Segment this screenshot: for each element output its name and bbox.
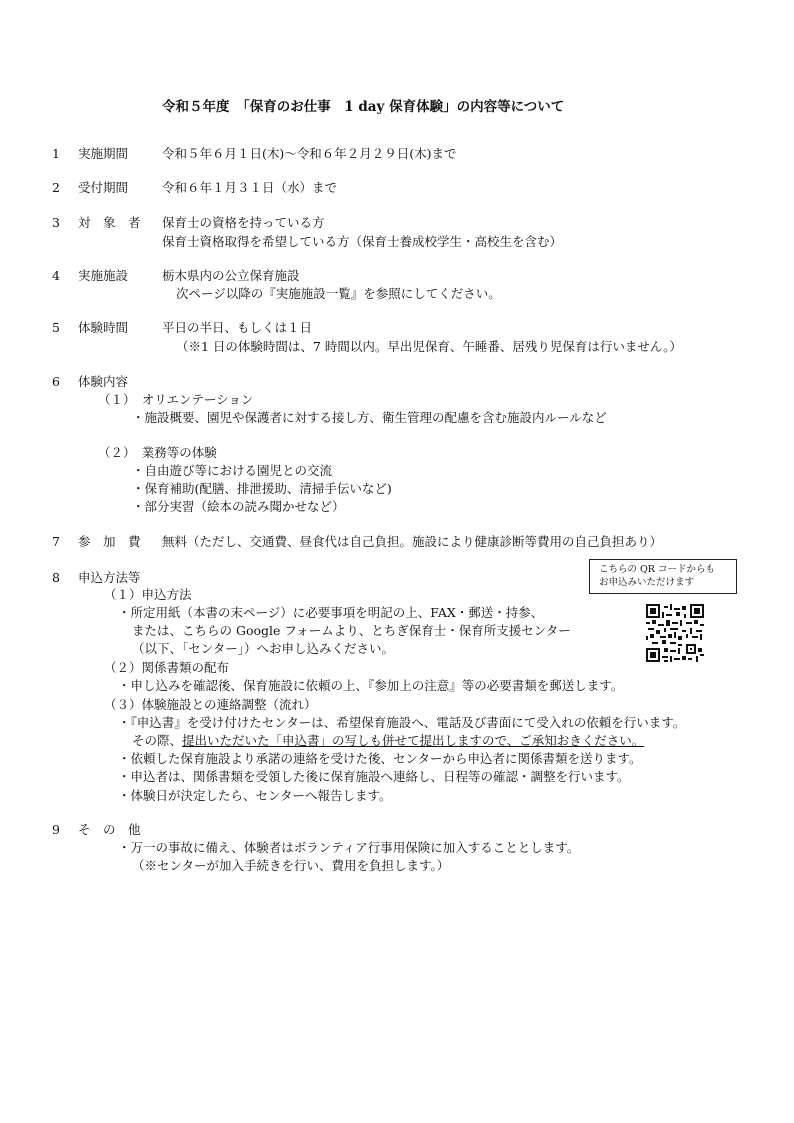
page-title: 令和５年度 「保育のお仕事 1 day 保育体験」の内容等について	[162, 99, 565, 115]
section-8-number: 8	[52, 570, 60, 585]
section-7-number: 7	[52, 534, 60, 549]
section-5-label: 体験時間	[78, 320, 129, 335]
section-8-sub3-line4: ・申込者は、関係書類を受領した後に保育施設へ連絡し、日程等の確認・調整を行います。	[118, 769, 630, 784]
section-6-label: 体験内容	[78, 374, 129, 389]
section-9-line1: ・万一の事故に備え、体験者はボランティア行事用保険に加入することとします。	[118, 840, 580, 855]
section-5-line1: 平日の半日、もしくは１日	[162, 320, 313, 335]
qr-note-line1: こちらの QR コードからも	[599, 564, 715, 575]
section-6-sub1: （１） オリエンテーション	[98, 392, 254, 407]
section-7-text: 無料（ただし、交通費、昼食代は自己負担。施設により健康診断等費用の自己負担あり）	[162, 534, 663, 549]
section-1-number: 1	[52, 146, 60, 161]
section-6-number: 6	[52, 374, 60, 389]
section-5-number: 5	[52, 320, 60, 335]
section-6-sub2: （２） 業務等の体験	[98, 445, 217, 460]
section-8-label: 申込方法等	[78, 570, 141, 585]
qr-note-box	[589, 559, 737, 594]
qr-note-line2: お申込みいただけます	[599, 577, 695, 588]
qr-code[interactable]	[646, 604, 704, 662]
section-2-number: 2	[52, 180, 60, 195]
section-2-text: 令和６年１月３１日（水）まで	[162, 180, 338, 195]
section-6-sub2-bullet3: ・部分実習（絵本の読み聞かせなど）	[132, 499, 345, 514]
section-9-label: そ の 他	[78, 822, 141, 837]
section-6-sub2-bullet1: ・自由遊び等における園児との交流	[132, 463, 333, 478]
section-6-sub1-bullet: ・施設概要、園児や保護者に対する接し方、衛生管理の配慮を含む施設内ルールなど	[132, 410, 607, 425]
section-7-label: 参 加 費	[78, 534, 141, 549]
section-1-text: 令和５年６月１日(木)～令和６年２月２９日(木)まで	[162, 146, 457, 161]
section-8-sub3-line3: ・依頼した保育施設より承諾の連絡を受けた後、センターから申込者に関係書類を送ります。	[118, 751, 642, 766]
section-8-sub1-line3: （以下、「センター」）へお申し込みください。	[132, 641, 395, 656]
section-8-sub3-line1: ・『申込書』を受け付けたセンターは、希望保育施設へ、電話及び書面にて受入れの依頼を行います。	[118, 715, 686, 730]
section-8-sub3-line2-underlined: 提出いただいた「申込書」の写しも併せて提出しますので、ご承知おきください。	[182, 733, 645, 748]
section-4-line2: 次ページ以降の『実施施設一覧』を参照にしてください。	[176, 286, 501, 301]
section-8-sub2-line1: ・申し込みを確認後、保育施設に依頼の上、『参加上の注意』等の必要書類を郵送します。	[118, 678, 624, 693]
section-8-sub1-line2: または、こちらの Google フォームより、とちぎ保育士・保育所支援センター	[132, 623, 571, 638]
section-8-sub3-line5: ・体験日が決定したら、センターへ報告します。	[118, 788, 392, 803]
section-2-label: 受付期間	[78, 180, 129, 195]
section-9-line2: （※センターが加入手続きを行い、費用を負担します。）	[132, 858, 450, 873]
section-8-sub1: （１）申込方法	[104, 587, 192, 602]
section-5-line2: （※1 日の体験時間は、7 時間以内。早出児保育、午睡番、居残り児保育は行いません。）	[176, 339, 682, 354]
section-9-number: 9	[52, 822, 60, 837]
section-3-line2: 保育士資格取得を希望している方（保育士養成校学生・高校生を含む）	[162, 234, 563, 249]
section-8-sub3-line2	[132, 733, 644, 749]
section-8-sub3-line2-prefix: その際、	[132, 733, 183, 748]
section-8-sub2: （２）関係書類の配布	[104, 660, 230, 675]
section-3-line1: 保育士の資格を持っている方	[162, 215, 325, 230]
section-4-number: 4	[52, 268, 60, 283]
section-3-number: 3	[52, 215, 60, 230]
section-6-sub2-bullet2: ・保育補助(配膳、排泄援助、清掃手伝いなど)	[132, 481, 392, 496]
section-4-line1: 栃木県内の公立保育施設	[162, 268, 300, 283]
section-8-sub1-line1: ・所定用紙（本書の末ページ）に必要事項を明記の上、FAX・郵送・持参、	[118, 605, 544, 620]
section-8-sub3: （３）体験施設との連絡調整（流れ）	[104, 697, 317, 712]
section-4-label: 実施施設	[78, 268, 129, 283]
section-3-label: 対 象 者	[78, 215, 141, 230]
section-1-label: 実施期間	[78, 146, 129, 161]
